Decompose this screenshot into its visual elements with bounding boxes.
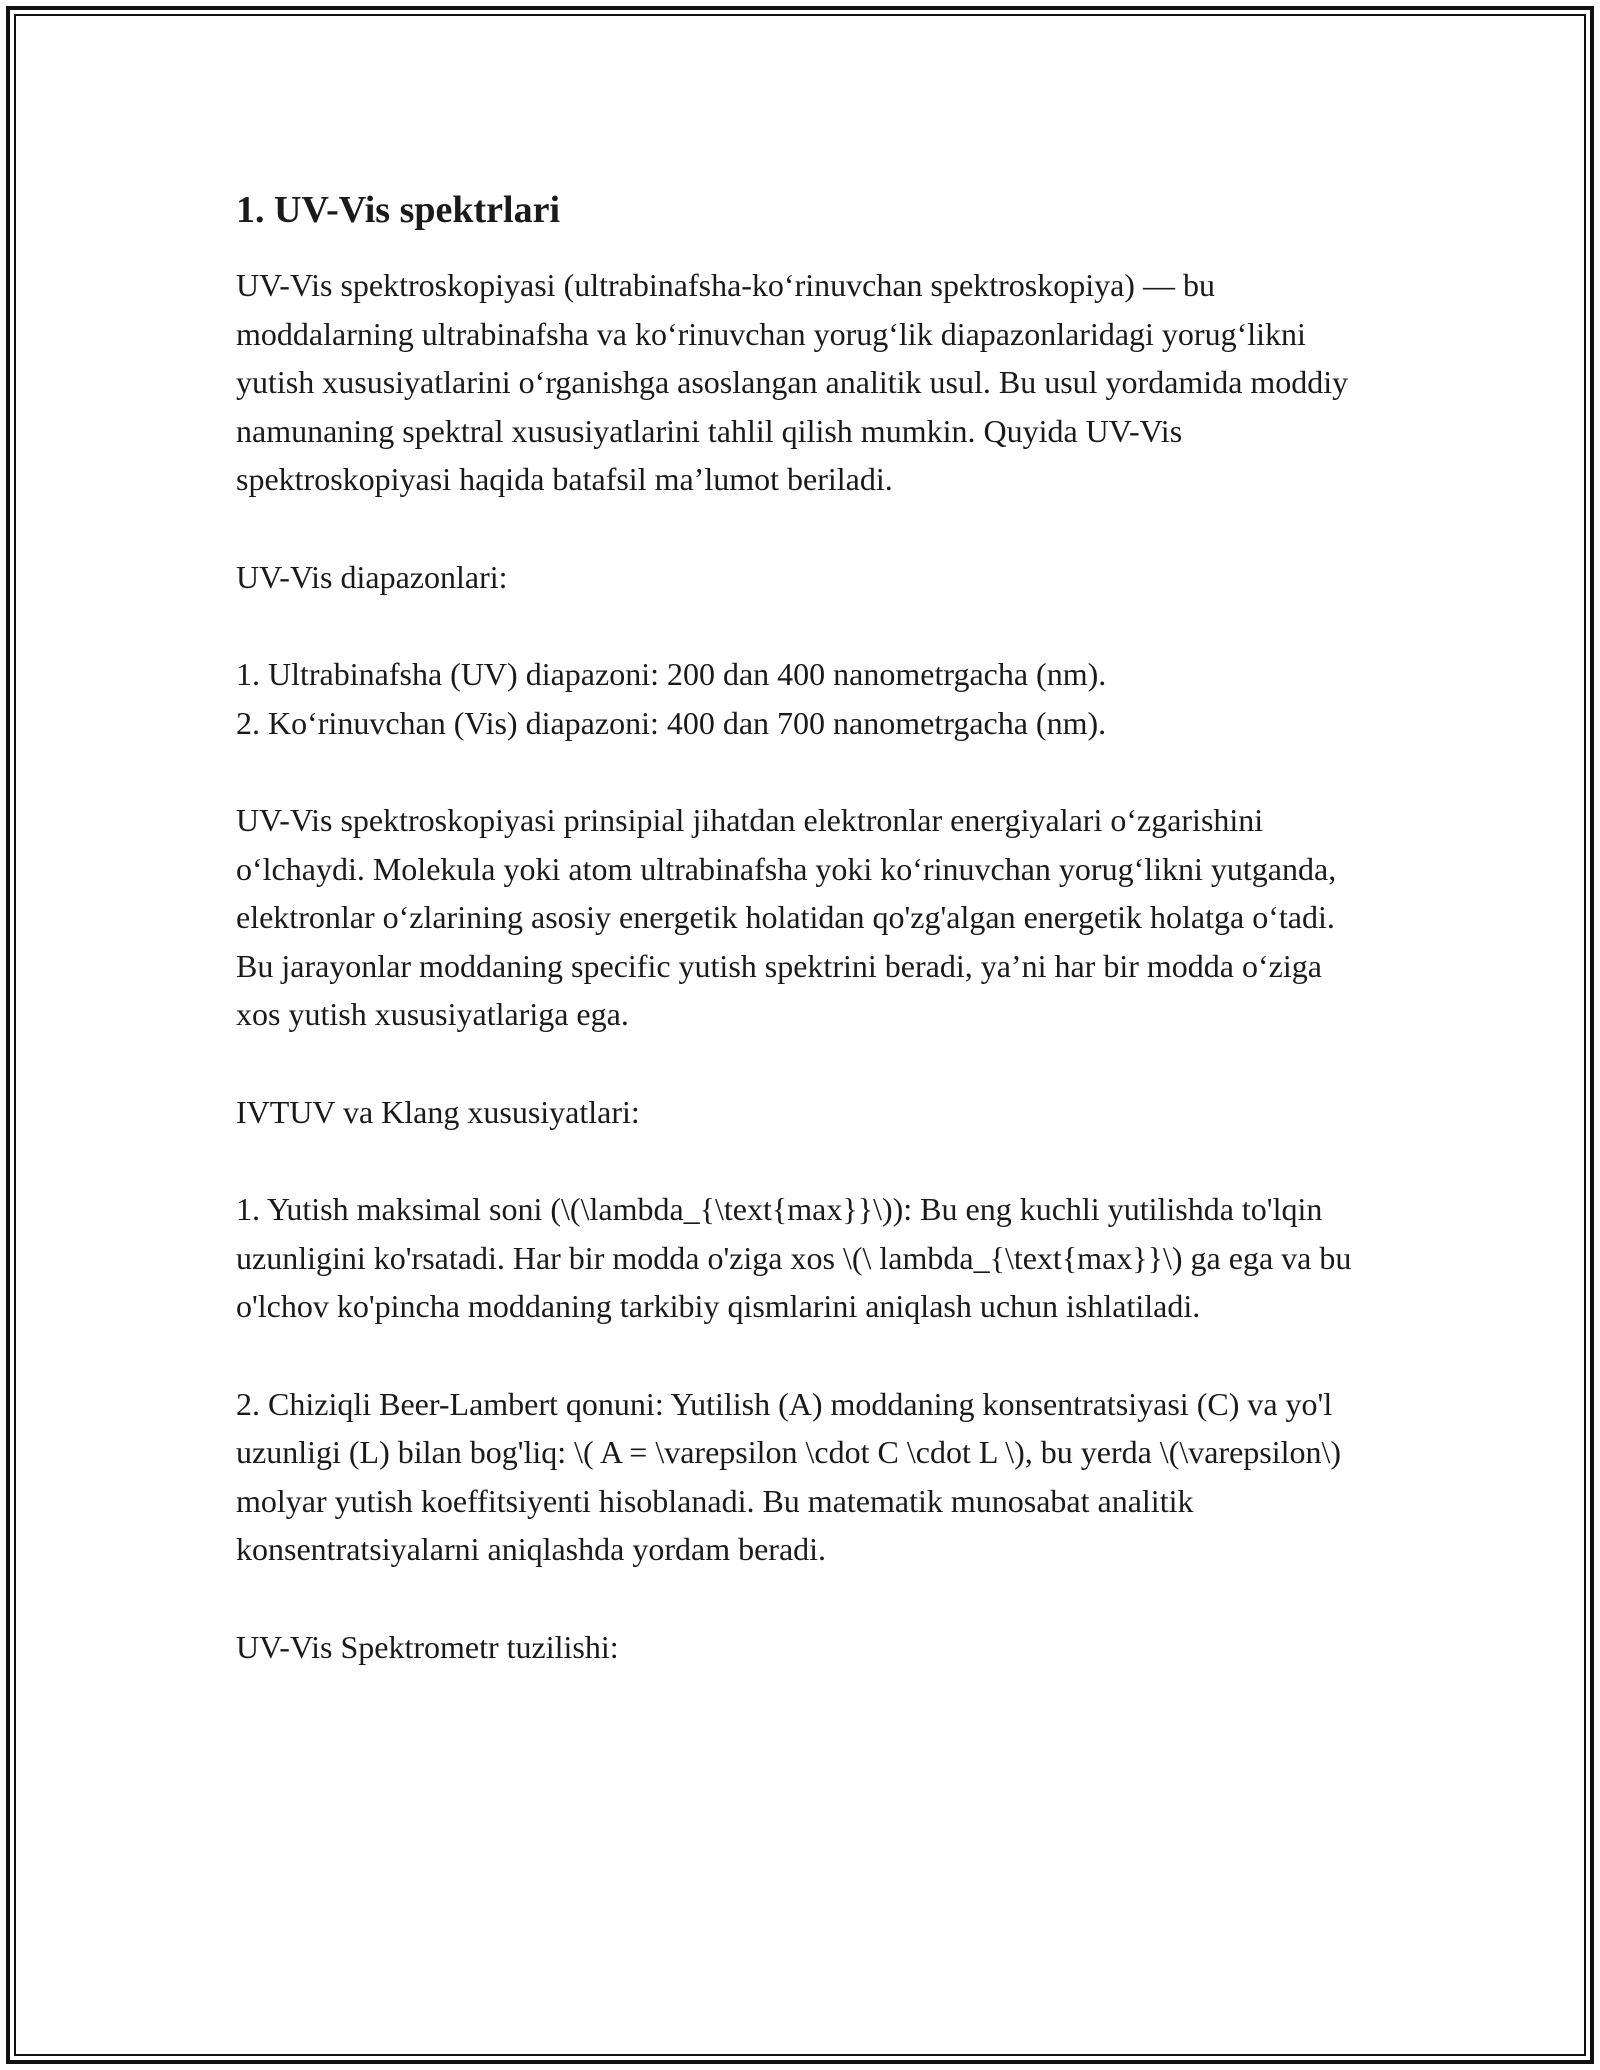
features-heading: IVTUV va Klang xususiyatlari: xyxy=(236,1093,640,1130)
intro-paragraph: UV-Vis spektroskopiyasi (ultrabinafsha-koʻrinuvchan spektroskopiya) — bu moddalarning ultrabinafsha va koʻrinuvchan yorugʻlik diapazonlaridagi yorugʻlikni yutish xususiyatlarini oʻrganishga asoslangan analitik usul. Bu usul yordamida moddiy namunaning spektral xususiyatlarini tahlil qilish mumkin. Quyida UV-Vis spektroskopiyasi haqida batafsil maʼlumot beriladi. xyxy=(236,267,1349,498)
ranges-list xyxy=(236,650,1366,747)
document-body xyxy=(236,186,1366,1720)
structure-heading: UV-Vis Spektrometr tuzilishi: xyxy=(236,1628,619,1665)
feature-lambda-max: 1. Yutish maksimal soni (\(\lambda_{\text{max}}\)): Bu eng kuchli yutilishda to'lqin uzunligini ko'rsatadi. Har bir modda o'ziga xos \(\ lambda_{\text{max}}\) ga ega va bu o'lchov ko'pincha moddaning tarkibiy qismlarini aniqlash uchun ishlatiladi. xyxy=(236,1191,1352,1325)
range-item-uv: 1. Ultrabinafsha (UV) diapazoni: 200 dan 400 nanometrgacha (nm). xyxy=(236,656,1107,693)
principle-paragraph: UV-Vis spektroskopiyasi prinsipial jihatdan elektronlar energiyalari oʻzgarishini oʻlchaydi. Molekula yoki atom ultrabinafsha yoki koʻrinuvchan yorugʻlikni yutganda, elektronlar oʻzlarining asosiy energetik holatidan qo'zg'algan energetik holatga oʻtadi. Bu jarayonlar moddaning specific yutish spektrini beradi, yaʼni har bir modda oʻziga xos yutish xususiyatlariga ega. xyxy=(236,802,1337,1033)
document-title: 1. UV-Vis spektrlari xyxy=(236,189,561,231)
ranges-heading: UV-Vis diapazonlari: xyxy=(236,558,508,595)
feature-beer-lambert: 2. Chiziqli Beer-Lambert qonuni: Yutilish (A) moddaning konsentratsiyasi (C) va yo'l uzunligi (L) bilan bog'liq: \( A = \varepsilon \cdot C \cdot L \), bu yerda \(\varepsilon\) molyar yutish koeffitsiyenti hisoblanadi. Bu matematik munosabat analitik konsentratsiyalarni aniqlashda yordam beradi. xyxy=(236,1385,1342,1568)
range-item-vis: 2. Koʻrinuvchan (Vis) diapazoni: 400 dan 700 nanometrgacha (nm). xyxy=(236,704,1107,741)
